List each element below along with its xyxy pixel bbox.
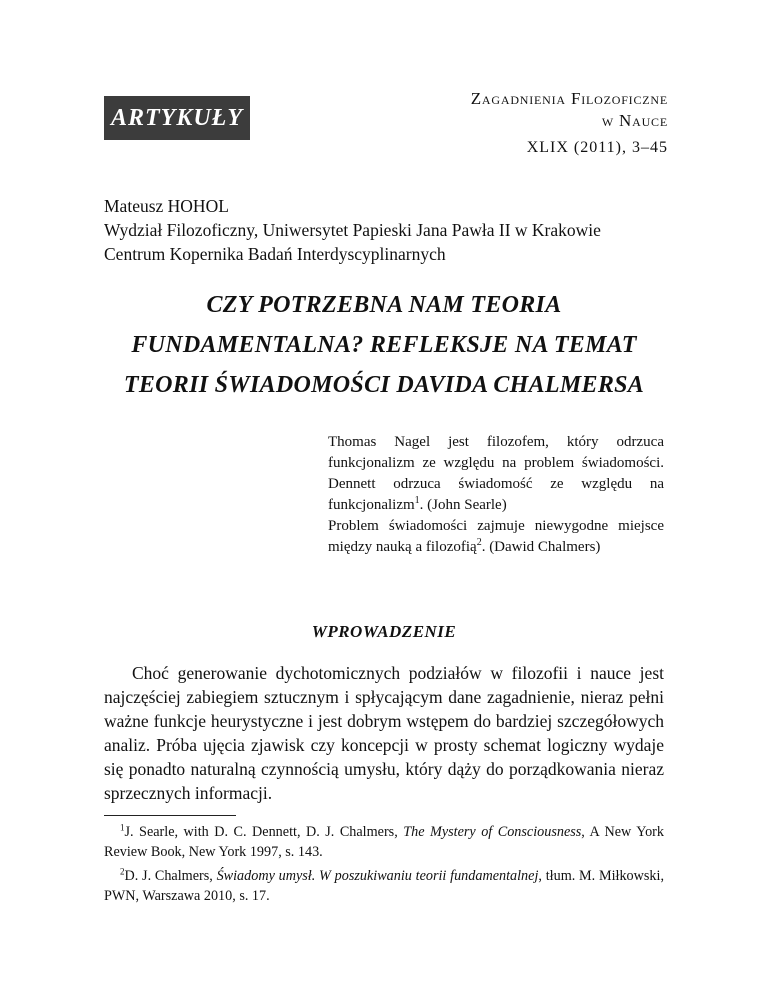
epigraph-attribution: . (John Searle)	[419, 497, 507, 513]
footnote-ref[interactable]: 1	[414, 495, 420, 506]
section-label: ARTYKUŁY	[104, 96, 250, 140]
epigraph-attribution: . (Dawid Chalmers)	[481, 539, 601, 555]
title-line-1: CZY POTRZEBNA NAM TEORIA	[206, 292, 562, 318]
footnote-text: D. J. Chalmers,	[124, 868, 217, 884]
epigraph-1	[328, 432, 664, 516]
footnote-text: J. Searle, with D. C. Dennett, D. J. Chalmers,	[124, 824, 404, 840]
article-title	[104, 285, 664, 405]
footnote-text: , A New York Review Book, New York 1997, s. 143.	[104, 824, 664, 860]
section-heading: WPROWADZENIE	[311, 622, 457, 641]
footnote-number: 1	[120, 822, 125, 833]
author-affiliation-2: Centrum Kopernika Badań Interdyscyplinarnych	[104, 244, 446, 264]
author-name: Mateusz HOHOL	[104, 196, 229, 216]
title-line-2: FUNDAMENTALNA? REFLEKSJE NA TEMAT	[131, 332, 637, 358]
journal-name-line1: Zagadnienia Filozoficzne	[470, 89, 668, 108]
footnote-number: 2	[120, 866, 125, 877]
footnote-title: The Mystery of Consciousness	[403, 824, 582, 840]
footnote-1	[104, 822, 664, 862]
journal-volume: XLIX (2011), 3–45	[526, 139, 668, 156]
body-paragraph: Choć generowanie dychotomicznych podziałów w filozofii i nauce jest najczęściej zabiegiem sztucznym i spłycającym dane zagadnienie, nieraz pełni ważne funkcje heurystyczne i jest dobrym wstępem do bardziej szczegółowych analiz. Próba ujęcia zjawisk czy koncepcji w prosty schemat logiczny wydaje się ponadto naturalną czynnością umysłu, który dąży do porządkowania nieraz sprzecznych informacji.	[104, 663, 664, 803]
author-block	[104, 194, 601, 266]
epigraph-2	[328, 516, 664, 558]
epigraph-text: Thomas Nagel jest filozofem, który odrzuca funkcjonalizm ze względu na problem świadomości. Dennett odrzuca świadomość ze względu na funkcjonalizm	[328, 434, 664, 513]
footnote-divider	[104, 815, 236, 816]
footnote-2	[104, 866, 664, 906]
epigraph-text: Problem świadomości zajmuje niewygodne miejsce między nauką a filozofią	[328, 518, 664, 555]
author-affiliation-1: Wydział Filozoficzny, Uniwersytet Papieski Jana Pawła II w Krakowie	[104, 220, 601, 240]
footnotes	[104, 822, 664, 910]
footnote-title: Świadomy umysł. W poszukiwaniu teorii fundamentalnej	[216, 868, 539, 884]
footnote-ref[interactable]: 2	[476, 537, 482, 548]
title-line-3: TEORII ŚWIADOMOŚCI DAVIDA CHALMERSA	[123, 372, 645, 398]
footnote-text: , tłum. M. Miłkowski, PWN, Warszawa 2010, s. 17.	[104, 868, 664, 904]
journal-name-line2: w Nauce	[601, 111, 668, 130]
journal-info	[471, 88, 668, 159]
